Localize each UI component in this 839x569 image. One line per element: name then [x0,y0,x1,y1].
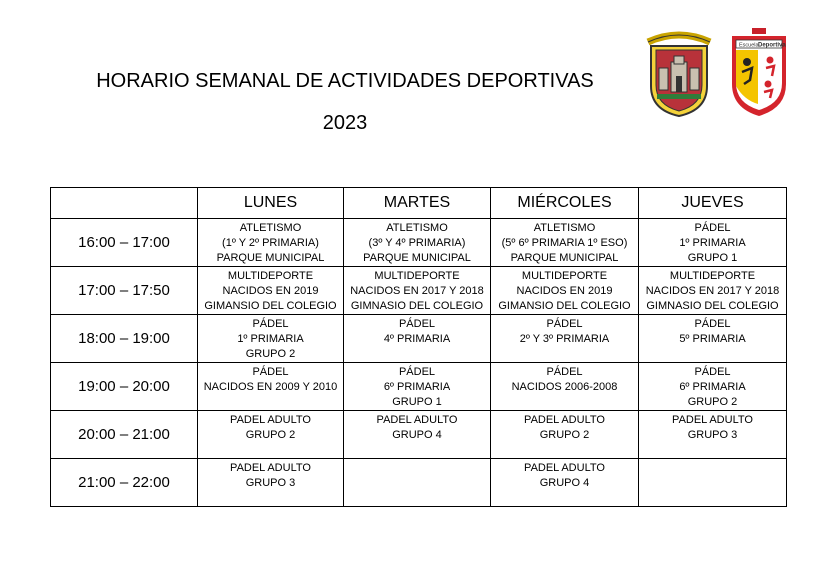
activity-name: PÁDEL [694,318,731,330]
svg-text:Escuela: Escuela [739,42,759,49]
activity-cell [639,267,787,315]
activity-detail: NACIDOS 2006-2008 [511,381,618,393]
activity-name: PÁDEL [694,366,731,378]
activity-name: MULTIDEPORTE [374,270,460,282]
table-row [51,219,787,267]
activity-detail: NACIDOS EN 2019 [516,285,613,297]
activity-detail: NACIDOS EN 2017 Y 2018 [350,285,484,297]
day-header: LUNES [198,188,344,219]
schedule-table [50,187,787,507]
time-slot: 21:00 – 22:00 [51,459,198,507]
activity-name: PÁDEL [252,318,289,330]
table-header-row [51,188,787,219]
activity-cell [344,363,491,411]
activity-name: PÁDEL [546,366,583,378]
escuela-deportiva-logo-icon [728,28,790,118]
activity-detail: GRUPO 4 [392,429,442,441]
activity-detail: 4º PRIMARIA [383,333,451,345]
time-slot: 17:00 – 17:50 [51,267,198,315]
activity-name: PÁDEL [398,366,436,378]
activity-cell [344,315,491,363]
activity-detail: GIMNASIO DEL COLEGIO [350,300,484,312]
table-row [51,267,787,315]
activity-name: MULTIDEPORTE [227,270,314,282]
activity-cell [344,219,491,267]
activity-detail: (5º 6º PRIMARIA 1º ESO) [501,237,628,249]
activity-name: PADEL ADULTO [230,462,311,474]
time-slot: 16:00 – 17:00 [51,219,198,267]
time-slot: 20:00 – 21:00 [51,411,198,459]
activity-cell [344,267,491,315]
activity-name: ATLETISMO [386,222,448,234]
activity-detail: GRUPO 2 [539,429,590,441]
activity-detail: (3º Y 4º PRIMARIA) [368,237,466,249]
activity-cell [491,411,639,459]
header-corner-cell [51,188,198,219]
activity-name: MULTIDEPORTE [669,270,756,282]
coat-of-arms-icon [645,28,713,118]
page-title: HORARIO SEMANAL DE ACTIVIDADES DEPORTIVAS [96,70,594,92]
activity-name: ATLETISMO [533,222,596,234]
activity-name: PADEL ADULTO [376,414,458,426]
activity-detail: GRUPO 1 [687,252,738,264]
activity-name: MULTIDEPORTE [521,270,608,282]
activity-cell [491,219,639,267]
activity-detail: NACIDOS EN 2017 Y 2018 [645,285,780,297]
activity-detail: NACIDOS EN 2019 [222,285,319,297]
table-row [51,459,787,507]
activity-detail: PARQUE MUNICIPAL [510,252,619,264]
time-slot: 18:00 – 19:00 [51,315,198,363]
activity-detail: 6º PRIMARIA [383,381,451,393]
activity-cell [198,459,344,507]
activity-detail: 6º PRIMARIA [679,381,746,393]
activity-cell [639,315,787,363]
activity-detail: GRUPO 1 [392,396,442,408]
activity-detail: PARQUE MUNICIPAL [363,252,471,264]
activity-detail: GRUPO 3 [245,477,296,489]
day-header: JUEVES [639,188,787,219]
activity-cell [639,411,787,459]
activity-cell [639,219,787,267]
activity-cell [491,315,639,363]
activity-cell [198,411,344,459]
activity-detail: 5º PRIMARIA [679,333,746,345]
activity-detail: PARQUE MUNICIPAL [216,252,325,264]
activity-detail: GRUPO 3 [687,429,738,441]
day-header: MIÉRCOLES [491,188,639,219]
activity-detail: GRUPO 4 [539,477,590,489]
activity-detail: GRUPO 2 [245,429,296,441]
svg-text:Deportiva: Deportiva [758,42,786,49]
activity-detail: GIMNASIO DEL COLEGIO [646,300,779,312]
activity-cell [198,363,344,411]
activity-cell [344,411,491,459]
activity-detail: (1º Y 2º PRIMARIA) [222,237,319,249]
activity-detail: GRUPO 2 [245,348,296,360]
activity-cell [639,459,787,507]
time-slot: 19:00 – 20:00 [51,363,198,411]
activity-name: PADEL ADULTO [672,414,753,426]
activity-name: PÁDEL [546,318,583,330]
activity-detail: 1º PRIMARIA [679,237,746,249]
activity-cell [491,363,639,411]
table-row [51,411,787,459]
activity-cell [198,219,344,267]
table-row [51,315,787,363]
activity-cell [344,459,491,507]
table-row [51,363,787,411]
activity-cell [639,363,787,411]
activity-detail: 2º Y 3º PRIMARIA [519,333,610,345]
activity-detail: 1º PRIMARIA [237,333,304,345]
activity-cell [198,267,344,315]
activity-cell [491,267,639,315]
activity-name: PÁDEL [694,222,731,234]
page-year: 2023 [322,112,368,134]
activity-name: PADEL ADULTO [524,414,605,426]
activity-name: PADEL ADULTO [524,462,605,474]
activity-name: PADEL ADULTO [230,414,311,426]
activity-cell [198,315,344,363]
activity-name: PÁDEL [252,366,289,378]
activity-detail: NACIDOS EN 2009 Y 2010 [203,381,338,393]
activity-name: PÁDEL [398,318,436,330]
activity-detail: GRUPO 2 [687,396,738,408]
day-header: MARTES [344,188,491,219]
activity-name: ATLETISMO [239,222,302,234]
activity-detail: GIMANSIO DEL COLEGIO [498,300,631,312]
activity-detail: GIMANSIO DEL COLEGIO [204,300,337,312]
activity-cell [491,459,639,507]
